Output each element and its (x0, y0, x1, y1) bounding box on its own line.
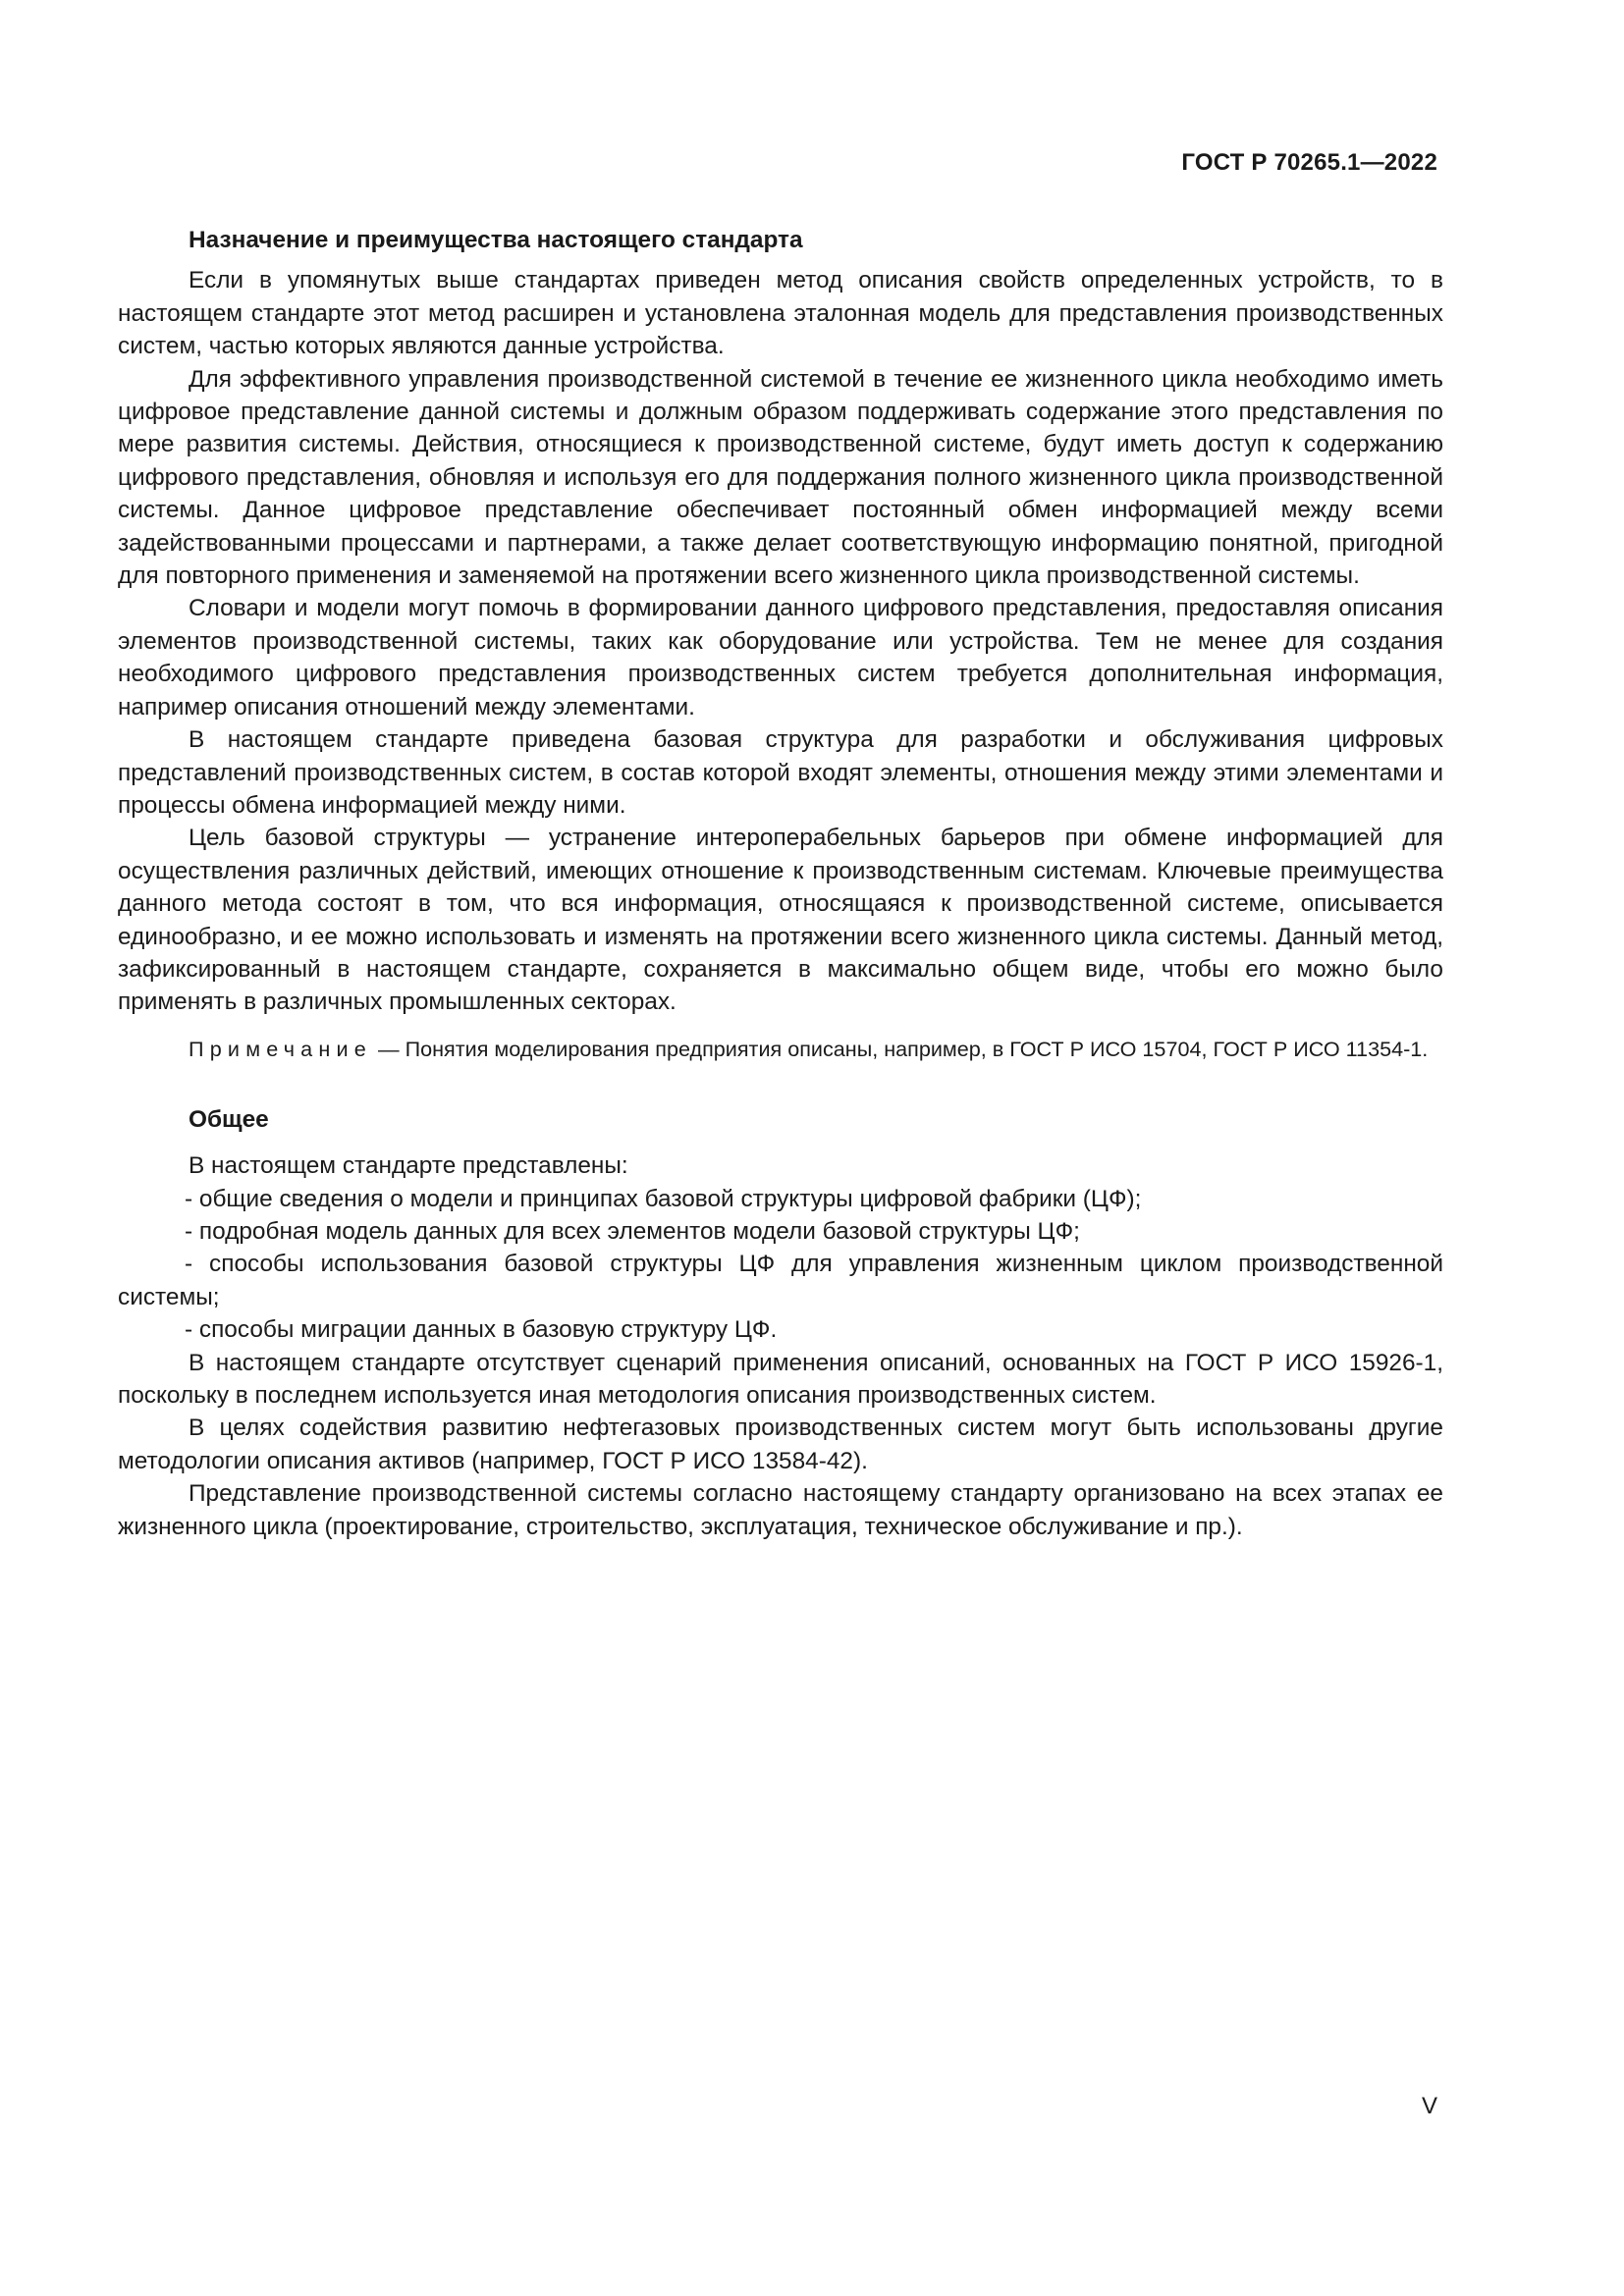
note (118, 1033, 1443, 1066)
paragraph: Цель базовой структуры — устранение интероперабельных барьеров при обмене информацией для осуществления различных действий, имеющих отношение к производственным системам. Ключевые преимущества данного метода состоят в том, что вся информация, относящаяся к производственной системе, описывается единообразно, и ее можно использовать и изменять на протяжении всего жизненного цикла системы. Данный метод, зафиксированный в настоящем стандарте, сохраняется в максимально общем виде, чтобы его можно было применять в различных промышленных секторах. (118, 825, 1443, 1016)
section-heading-purpose: Назначение и преимущества настоящего стандарта (189, 227, 803, 253)
paragraph: В настоящем стандарте представлены: (189, 1152, 628, 1180)
paragraph: Словари и модели могут помочь в формировании данного цифрового представления, предоставляя описания элементов производственной системы, таких как оборудование или устройства. Тем не менее для создания необходимого цифрового представления производственных систем требуется дополнительная информация, например описания отношений между элементами. (118, 595, 1443, 721)
paragraph: Если в упомянутых выше стандартах приведен метод описания свойств определенных устройств, то в настоящем стандарте этот метод расширен и установлена эталонная модель для представления производственных систем, частью которых являются данные устройства. (118, 267, 1443, 360)
section-heading-general: Общее (189, 1105, 269, 1133)
page-number: V (1421, 2093, 1437, 2119)
list-item: - способы миграции данных в базовую структуру ЦФ. (185, 1316, 778, 1344)
document-header: ГОСТ Р 70265.1—2022 (1181, 149, 1437, 176)
list (118, 1183, 1443, 1347)
paragraph: В настоящем стандарте приведена базовая структура для разработки и обслуживания цифровых представлений производственных систем, в состав которой входят элементы, отношения между этими элементами и процессы обмена информацией между ними. (118, 726, 1443, 819)
note-label: Примечание (189, 1036, 372, 1061)
list-item: - подробная модель данных для всех элементов модели базовой структуры ЦФ; (185, 1217, 1080, 1245)
list-item: - способы использования базовой структуры ЦФ для управления жизненным циклом производственной системы; (118, 1251, 1443, 1310)
paragraph: Для эффективного управления производственной системой в течение ее жизненного цикла необходимо иметь цифровое представление данной системы и должным образом поддерживать содержание этого представления по мере развития системы. Действия, относящиеся к производственной системе, будут иметь доступ к содержанию цифрового представления, обновляя и используя его для поддержания полного жизненного цикла производственной системы. Данное цифровое представление обеспечивает постоянный обмен информацией между всеми задействованными процессами и партнерами, а также делает соответствующую информацию понятной, пригодной для повторного применения и заменяемой на протяжении всего жизненного цикла производственной системы. (118, 365, 1443, 590)
page-body (118, 224, 1443, 1543)
note-text: — Понятия моделирования предприятия описаны, например, в ГОСТ Р ИСО 15704, ГОСТ Р ИСО 11354-1. (372, 1036, 1429, 1061)
paragraph: В целях содействия развитию нефтегазовых производственных систем могут быть использованы другие методологии описания активов (например, ГОСТ Р ИСО 13584-42). (118, 1415, 1443, 1474)
paragraph: Представление производственной системы согласно настоящему стандарту организовано на всех этапах ее жизненного цикла (проектирование, строительство, эксплуатация, техническое обслуживание и пр.). (118, 1480, 1443, 1540)
list-item: - общие сведения о модели и принципах базовой структуры цифровой фабрики (ЦФ); (185, 1185, 1142, 1212)
paragraph: В настоящем стандарте отсутствует сценарий применения описаний, основанных на ГОСТ Р ИСО 15926-1, поскольку в последнем используется иная методология описания производственных систем. (118, 1349, 1443, 1409)
